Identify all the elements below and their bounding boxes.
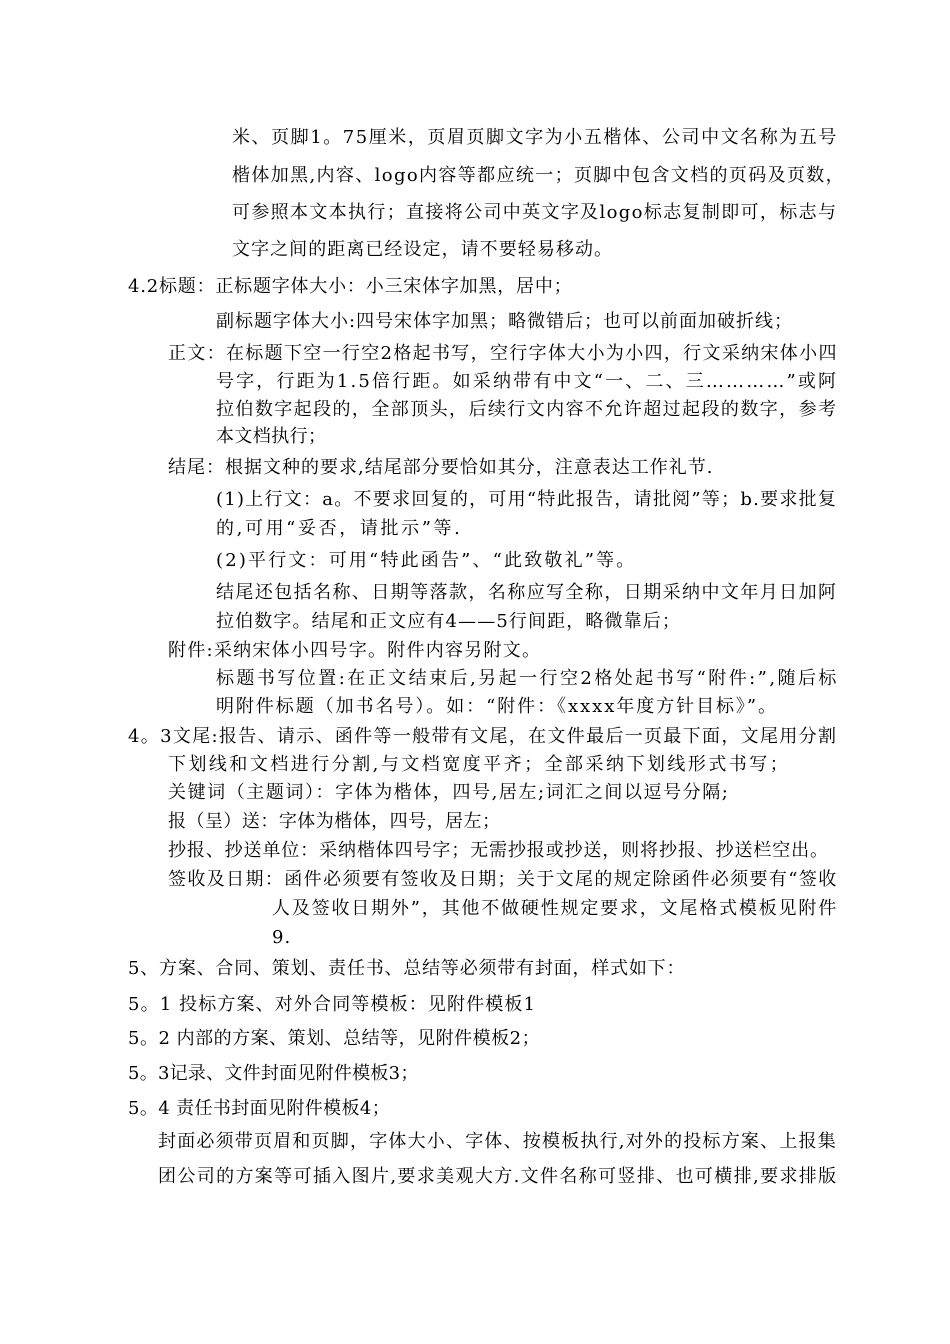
text-line: 人及签收日期外”，其他不做硬性规定要求，文尾格式模板见附件 (272, 898, 839, 919)
text-line: 拉伯数字。结尾和正文应有4——5行间距，略微靠后； (216, 611, 682, 632)
text-line: (2)平行文：可用“特此函告”、“此致敬礼”等。 (216, 550, 637, 571)
text-line: 5。4 责任书封面见附件模板4； (128, 1098, 391, 1119)
text-line: 文字之间的距离已经设定，请不要轻易移动。 (232, 239, 614, 260)
text-line: 5。2 内部的方案、策划、总结等，见附件模板2； (128, 1028, 541, 1049)
text-line: 下划线和文档进行分割,与文档宽度平齐；全部采纳下划线形式书写； (168, 754, 791, 775)
text-line: 明附件标题（加书名号）。如：“附件：《xxxx年度方针目标》”。 (216, 696, 778, 717)
text-line: 9. (272, 927, 292, 948)
text-line: 楷体加黑,内容、logo内容等都应统一；页脚中包含文档的页码及页数， (232, 165, 846, 186)
text-line: 关键词（主题词）：字体为楷体，四号,居左;词汇之间以逗号分隔; (168, 782, 730, 803)
text-line: 封面必须带页眉和页脚，字体大小、字体、按模板执行,对外的投标方案、上报集 (158, 1131, 837, 1152)
text-line: 拉伯数字起段的，全部顶头，后续行文内容不允许超过起段的数字，参考 (216, 399, 838, 420)
text-line: 4。3文尾:报告、请示、函件等一般带有文尾，在文件最后一页最下面，文尾用分割 (128, 726, 838, 747)
text-line: 号字，行距为1.5倍行距。如采纳带有中文“一、二、三…………”或阿 (216, 371, 839, 392)
text-line: 标题书写位置:在正文结束后,另起一行空2格处起书写“附件:”,随后标 (216, 668, 839, 689)
text-line: 本文档执行； (216, 426, 327, 447)
text-line: (1)上行文：a。不要求回复的，可用“特此报告，请批阅”等；b.要求批复 (216, 489, 838, 510)
text-line: 团公司的方案等可插入图片,要求美观大方.文件名称可竖排、也可横排,要求排版 (158, 1166, 838, 1187)
text-line: 正文：在标题下空一行空2格起书写，空行字体大小为小四，行文采纳宋体小四 (168, 343, 838, 364)
text-line: 报（呈）送：字体为楷体，四号，居左； (168, 811, 501, 832)
text-line: 5。1 投标方案、对外合同等模板：见附件模板1 (128, 994, 537, 1015)
text-line: 附件:采纳宋体小四号字。附件内容另附文。 (168, 640, 542, 661)
text-line: 5。3记录、文件封面见附件模板3； (128, 1063, 419, 1084)
text-line: 4.2标题：正标题字体大小：小三宋体字加黑，居中； (128, 276, 573, 297)
text-line: 签收及日期：函件必须要有签收及日期；关于文尾的规定除函件必须要有“签收 (168, 869, 838, 890)
text-line: 可参照本文本执行；直接将公司中英文字及logo标志复制即可，标志与 (232, 202, 838, 223)
text-line: 米、页脚1。75厘米，页眉页脚文字为小五楷体、公司中文名称为五号 (232, 127, 838, 148)
text-line: 结尾：根据文种的要求,结尾部分要恰如其分，注意表达工作礼节. (168, 457, 714, 478)
text-line: 抄报、抄送单位：采纳楷体四号字；无需抄报或抄送，则将抄报、抄送栏空出。 (168, 840, 829, 861)
text-line: 5、方案、合同、策划、责任书、总结等必须带有封面，样式如下： (128, 958, 686, 979)
text-line: 结尾还包括名称、日期等落款，名称应写全称，日期采纳中文年月日加阿 (216, 582, 838, 603)
text-line: 副标题字体大小:四号宋体字加黑；略微错后；也可以前面加破折线； (216, 311, 794, 332)
text-line: 的,可用“妥否，请批示”等. (216, 518, 463, 539)
